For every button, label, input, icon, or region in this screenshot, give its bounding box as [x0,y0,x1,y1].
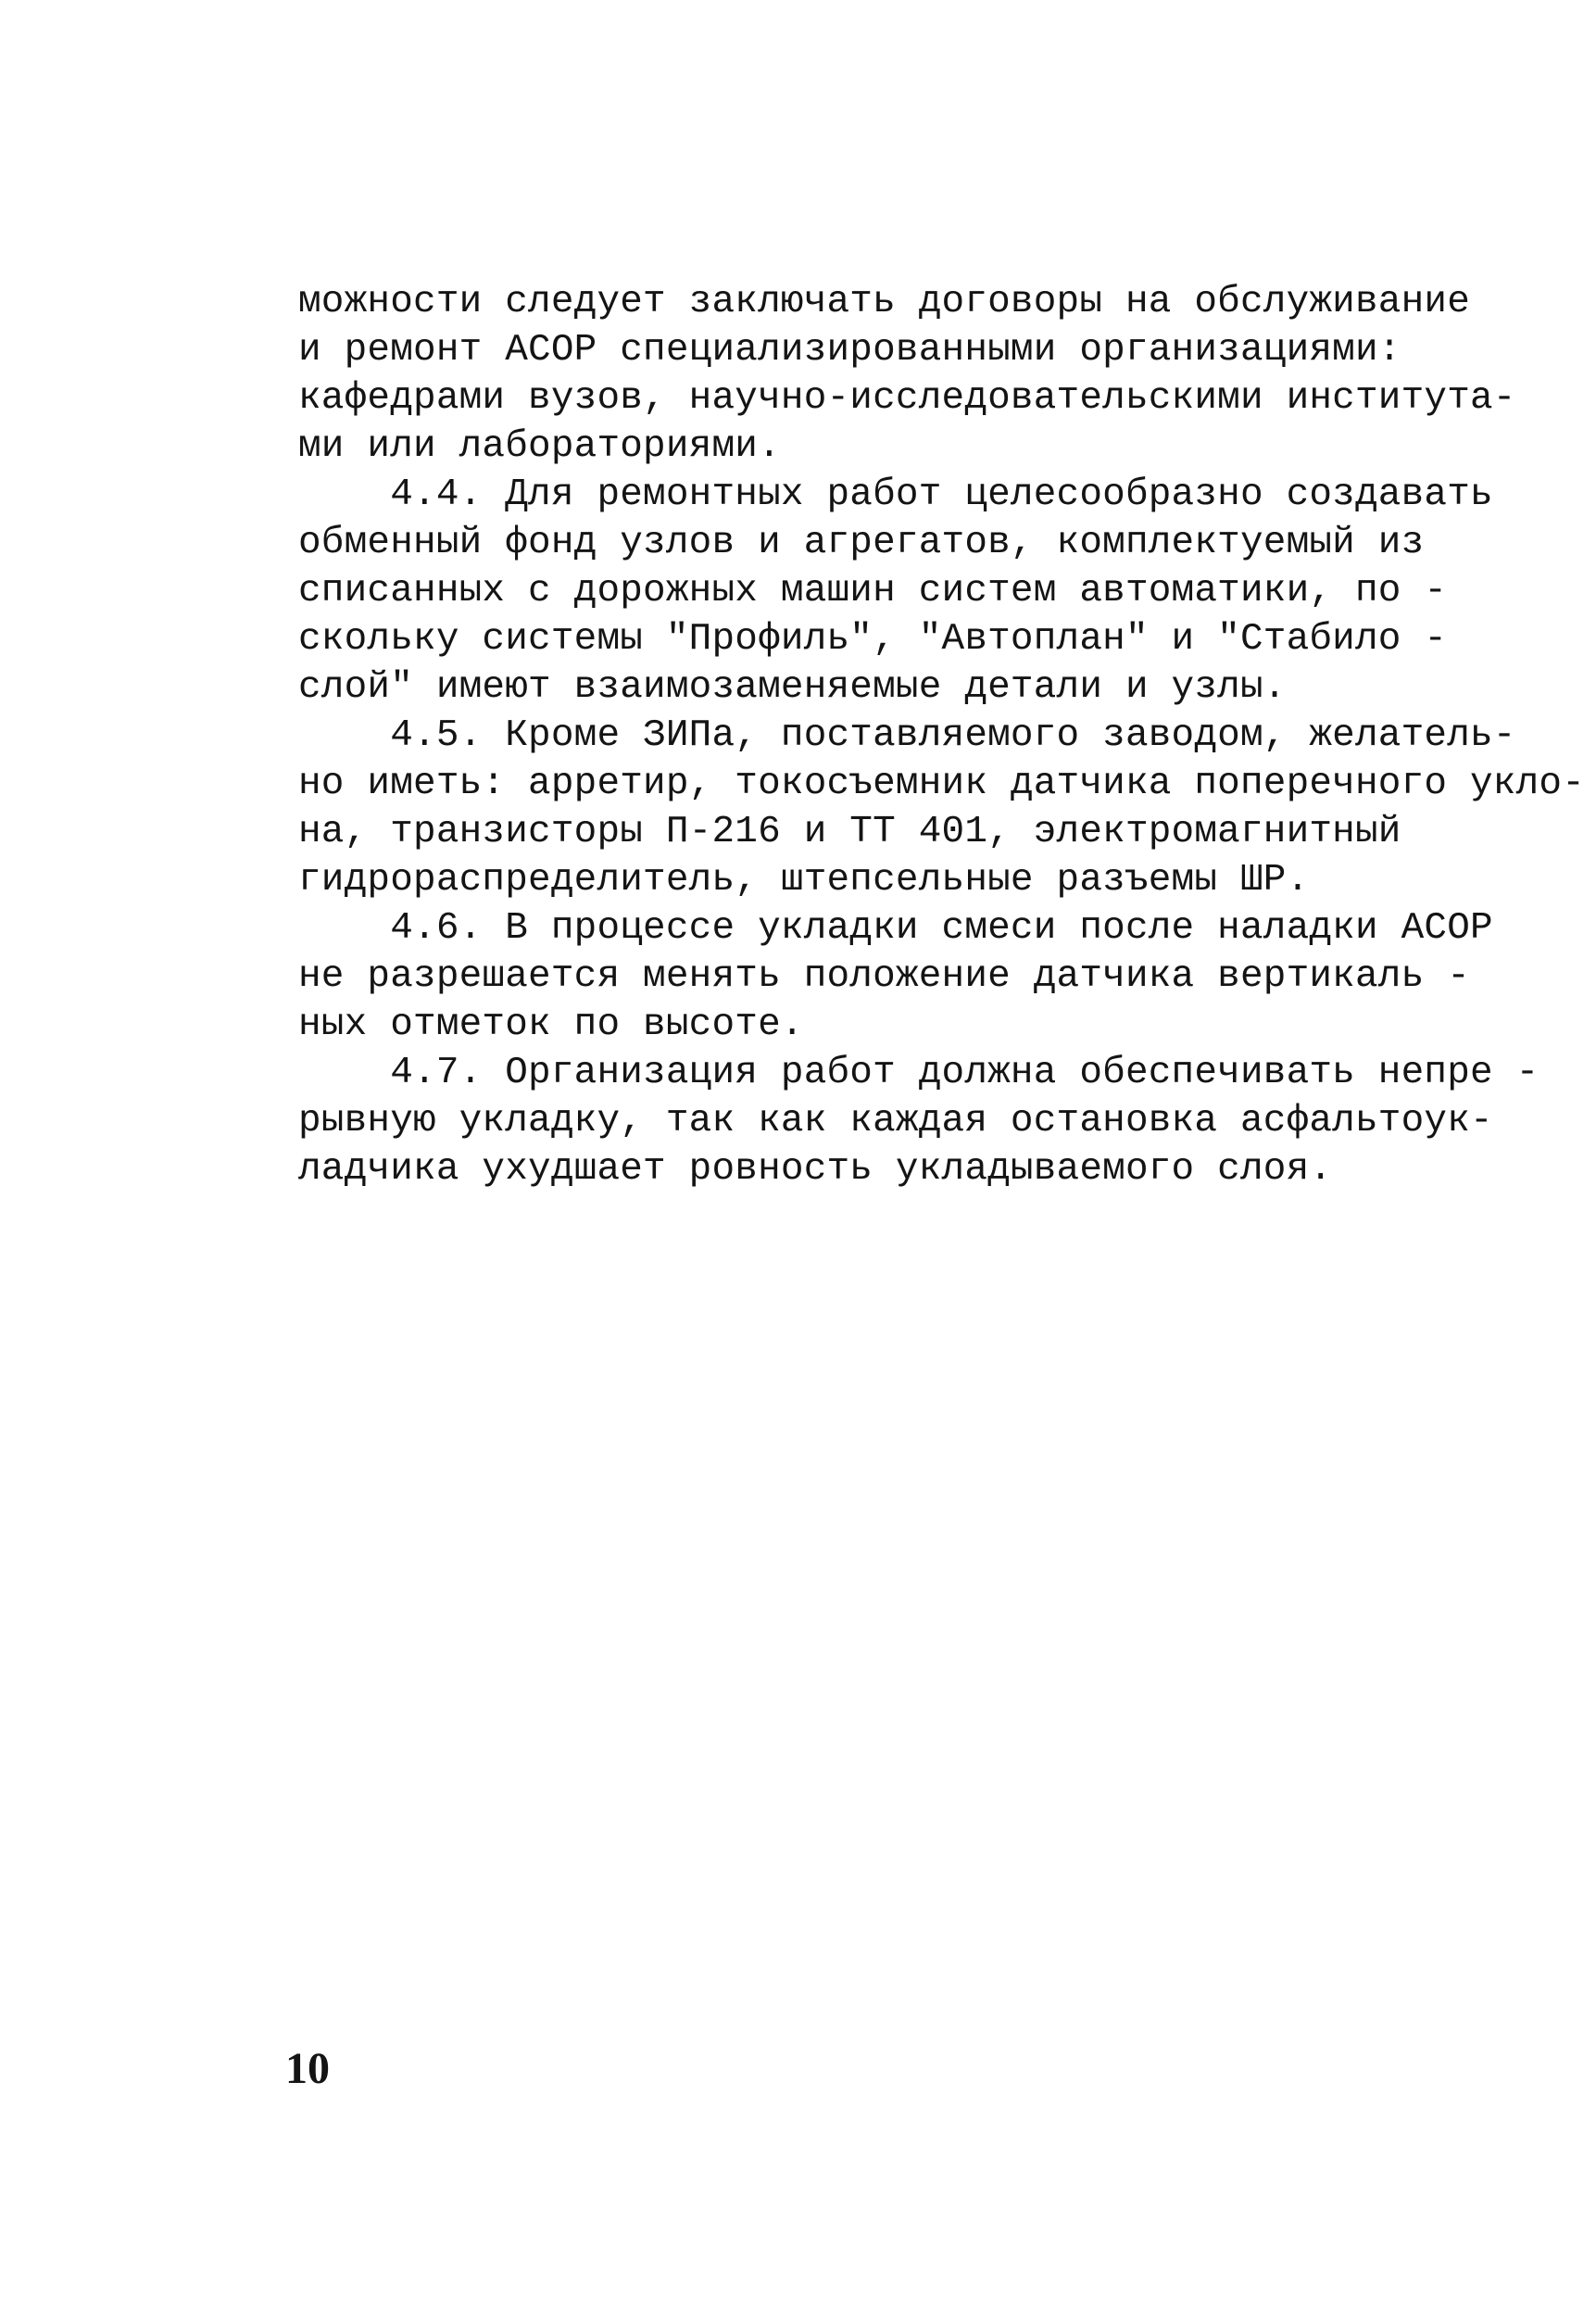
paragraph-4-4-line: 4.4. Для ремонтных работ целесообразно создавать [298,473,1493,516]
text-line: и ремонт АСОР специализированными организациями: [298,329,1401,372]
paragraph-4-6-line: 4.6. В процессе укладки смеси после наладки АСОР [298,907,1493,950]
body-text [298,278,1586,1193]
text-line: ных отметок по высоте. [298,1003,804,1046]
paragraph-4-7-line: 4.7. Организация работ должна обеспечивать непре - [298,1052,1539,1094]
text-line: ми или лабораториями. [298,425,781,468]
text-line: слой" имеют взаимозаменяемые детали и узлы. [298,666,1287,709]
text-line: кафедрами вузов, научно-исследовательскими института- [298,377,1516,420]
text-line: но иметь: арретир, токосъемник датчика поперечного укло- [298,763,1586,805]
text-line: на, транзисторы П-216 и ТТ 401, электромагнитный [298,811,1401,853]
text-line: рывную укладку, так как каждая остановка асфальтоук- [298,1100,1493,1142]
text-line: можности следует заключать договоры на обслуживание [298,281,1471,323]
text-line: скольку системы "Профиль", "Автоплан" и "Стабило - [298,618,1448,661]
text-line: обменный фонд узлов и агрегатов, комплектуемый из [298,522,1425,564]
text-line: списанных с дорожных машин систем автоматики, по - [298,570,1448,612]
paragraph-4-5-line: 4.5. Кроме ЗИПа, поставляемого заводом, желатель- [298,714,1516,757]
text-line: не разрешается менять положение датчика вертикаль - [298,955,1471,998]
text-line: гидрораспределитель, штепсельные разъемы ШР. [298,859,1310,902]
page-number: 10 [285,2044,330,2093]
text-line: ладчика ухудшает ровность укладываемого слоя. [298,1148,1333,1191]
